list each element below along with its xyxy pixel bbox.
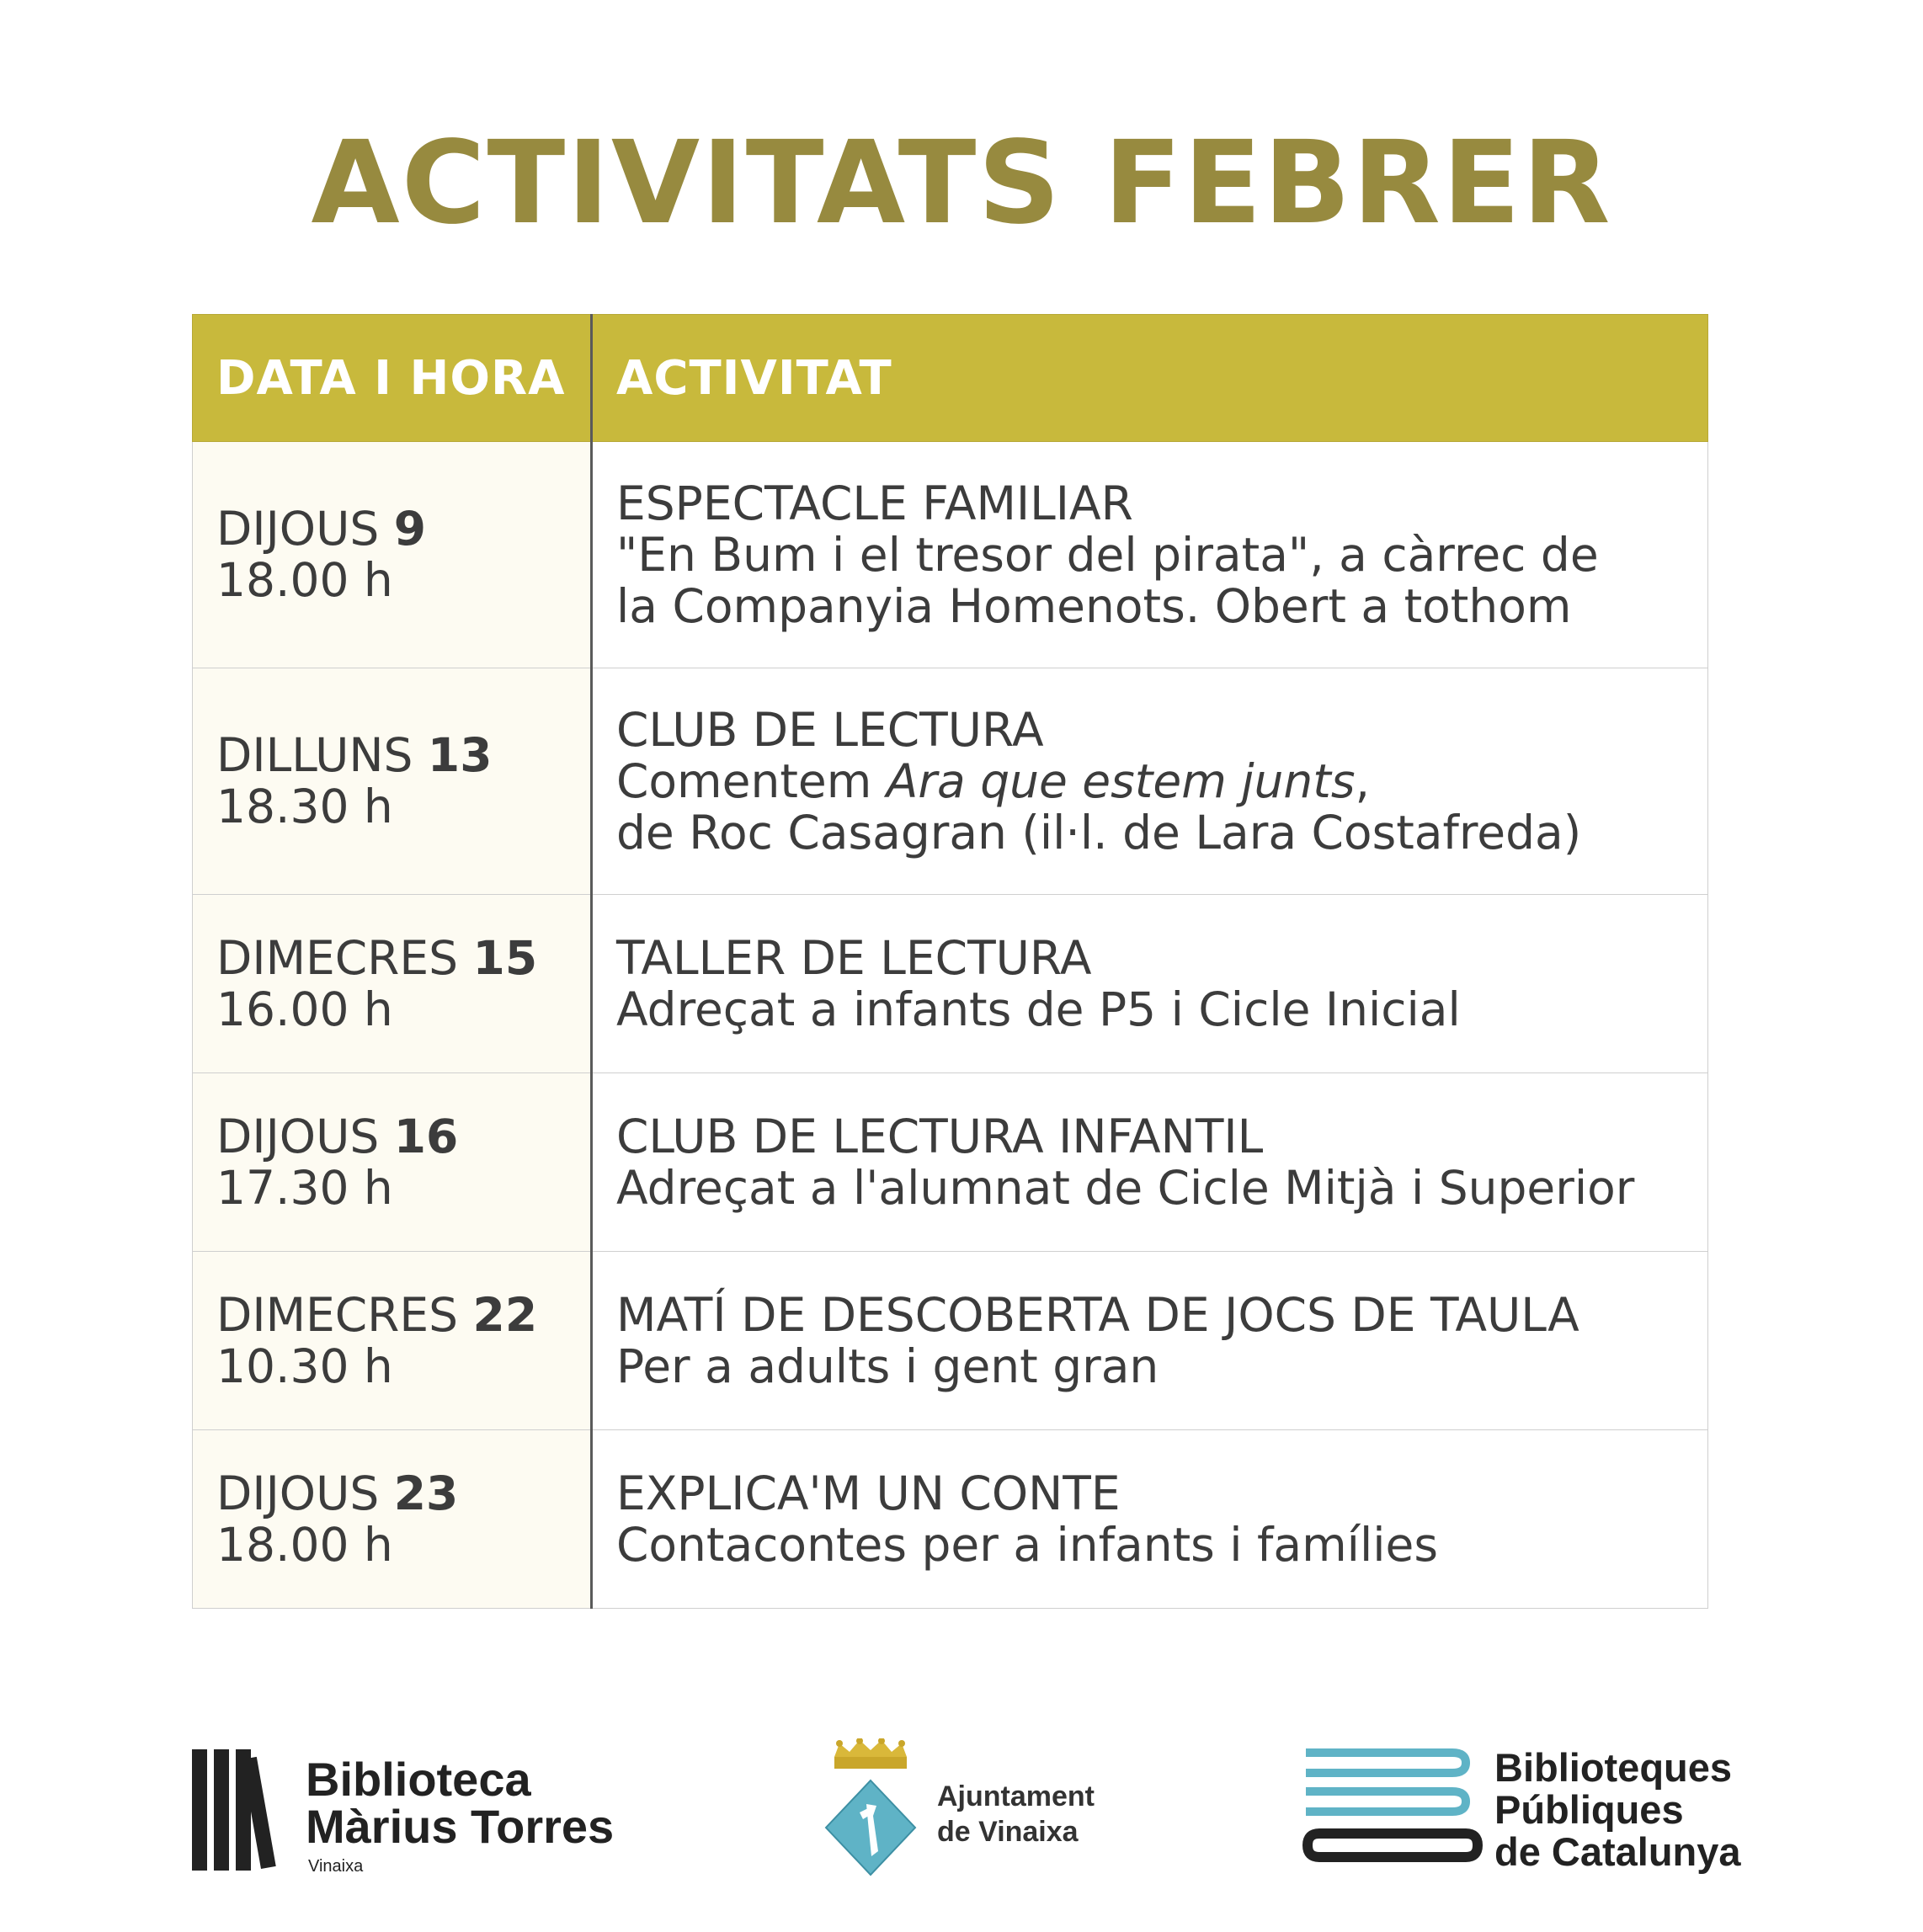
network-name: Públiques [1494, 1787, 1684, 1832]
activity-title: CLUB DE LECTURA INFANTIL [616, 1109, 1264, 1163]
date-cell [193, 1073, 592, 1252]
book-title: Ara que estem junts [886, 753, 1356, 808]
activity-title: CLUB DE LECTURA [616, 702, 1044, 757]
council-logo [821, 1738, 1141, 1890]
description-text: Comentem [616, 753, 887, 808]
time: 16.00 h [216, 982, 393, 1036]
library-name: Màrius Torres [306, 1800, 615, 1853]
activity-title: TALLER DE LECTURA [616, 930, 1092, 985]
date-cell [193, 442, 592, 668]
date-cell [193, 1430, 592, 1609]
activity-description: Adreçat a infants de P5 i Cicle Inicial [616, 982, 1461, 1036]
time: 18.30 h [216, 780, 393, 833]
day-number: 15 [472, 930, 538, 985]
books-logo-icon [214, 1749, 229, 1871]
activity-title: EXPLICA'M UN CONTE [616, 1466, 1121, 1520]
day-name: DIMECRES [216, 1287, 459, 1342]
time: 10.30 h [216, 1339, 393, 1393]
table-row [193, 1073, 1708, 1252]
library-name: Biblioteca [306, 1753, 531, 1806]
activity-description: Adreçat a l'alumnat de Cicle Mitjà i Superior [616, 1160, 1635, 1215]
header-date-time: DATA I HORA [193, 315, 592, 442]
table-row [193, 895, 1708, 1073]
books-logo-icon [192, 1749, 207, 1871]
activity-cell [592, 668, 1708, 895]
table-row [193, 1430, 1708, 1609]
day-name: DIJOUS [216, 1466, 380, 1520]
description-text: , [1355, 753, 1370, 808]
council-name: Ajuntament [937, 1780, 1095, 1812]
network-logo [1301, 1744, 1772, 1879]
network-name: Biblioteques [1494, 1745, 1733, 1790]
activity-cell [592, 1430, 1708, 1609]
activity-cell [592, 442, 1708, 668]
activity-description: Per a adults i gent gran [616, 1339, 1159, 1393]
time: 17.30 h [216, 1160, 393, 1215]
day-name: DIMECRES [216, 930, 459, 985]
table-row [193, 668, 1708, 895]
table-row [193, 1252, 1708, 1430]
activity-cell [592, 1073, 1708, 1252]
council-name: de Vinaixa [937, 1816, 1079, 1848]
day-number: 9 [393, 502, 427, 556]
activities-table [192, 314, 1708, 1609]
activity-title: ESPECTACLE FAMILIAR [616, 476, 1133, 530]
day-name: DIJOUS [216, 502, 380, 556]
table-row [193, 442, 1708, 668]
activity-cell [592, 895, 1708, 1073]
day-number: 23 [393, 1466, 459, 1520]
stacked-books-logo-icon [1301, 1744, 1486, 1879]
activity-title: MATÍ DE DESCOBERTA DE JOCS DE TAULA [616, 1287, 1579, 1342]
day-name: DIJOUS [216, 1109, 380, 1163]
page-title: ACTIVITATS FEBRER [311, 117, 1612, 250]
activity-description [616, 753, 1707, 808]
day-name: DILLUNS [216, 728, 413, 782]
activity-description: "En Bum i el tresor del pirata", a càrrec de [616, 527, 1599, 582]
day-number: 16 [393, 1109, 459, 1163]
time: 18.00 h [216, 1517, 393, 1572]
date-cell [193, 668, 592, 895]
date-cell [193, 1252, 592, 1430]
network-name: de Catalunya [1494, 1829, 1741, 1874]
date-cell [193, 895, 592, 1073]
library-logo [192, 1749, 697, 1876]
day-number: 22 [472, 1287, 538, 1342]
activity-description: de Roc Casagran (il·l. de Lara Costafreda) [616, 805, 1582, 860]
table-header-row [193, 315, 1708, 442]
library-location: Vinaixa [308, 1857, 364, 1876]
activity-description: la Companyia Homenots. Obert a tothom [616, 578, 1572, 633]
time: 18.00 h [216, 553, 393, 607]
coat-of-arms-icon [821, 1738, 922, 1890]
activity-description: Contacontes per a infants i famílies [616, 1517, 1439, 1572]
day-number: 13 [427, 728, 493, 782]
activity-cell [592, 1252, 1708, 1430]
header-activity: ACTIVITAT [592, 315, 1708, 442]
